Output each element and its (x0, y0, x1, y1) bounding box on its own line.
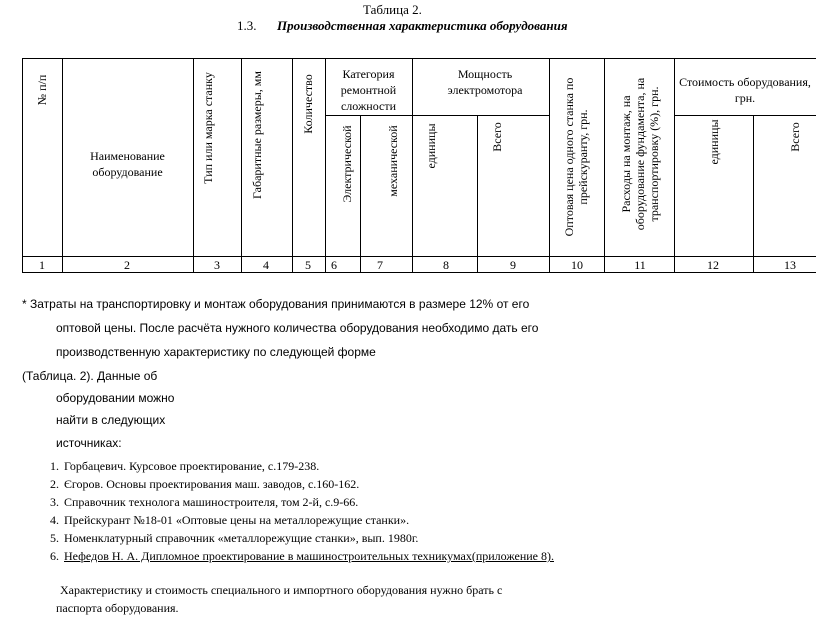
note-line: источниках: (56, 436, 122, 450)
page-title: Производственная характеристика оборудования (277, 18, 568, 33)
footer-line: Характеристику и стоимость специального и импортного оборудования нужно брать с (60, 583, 503, 597)
table-label: Таблица 2. (363, 2, 422, 17)
col-mechanical-header: механической (386, 125, 400, 197)
note-line: производственную характеристику по следующей форме (56, 345, 376, 359)
col-quantity-header: Количество (301, 74, 315, 134)
reference-item: 4. Прейскурант №18-01 «Оптовые цены на металлорежущие станки». (62, 511, 582, 529)
reference-item (62, 547, 582, 565)
col-number-cell: 3 (214, 258, 220, 272)
note-line: оборудовании можно (56, 391, 175, 405)
footer-line: паспорта оборудования. (56, 601, 179, 615)
reference-item: 3. Справочник технолога машиностроителя, том 2-й, с.9-66. (62, 493, 582, 511)
note-line: (Таблица. 2). Данные об (22, 369, 158, 383)
reference-item: 5. Номенклатурный справочник «металлорежущие станки», вып. 1980г. (62, 529, 582, 547)
note-line: * Затраты на транспортировку и монтаж оборудования принимаются в размере 12% от его (22, 297, 530, 311)
col-number-cell: 5 (305, 258, 311, 272)
col-electrical-header: Электрической (340, 125, 354, 203)
reference-item: 1. Горбацевич. Курсовое проектирование, с.179-238. (62, 457, 582, 475)
reference-item-text: Нефедов Н. А. Дипломное проектирование в машиностроительных техникумах(приложение 8). (64, 549, 554, 563)
col-number-header: № п/п (35, 74, 49, 106)
col-number-cell: 2 (124, 258, 130, 272)
group-repair-complexity: Категория ремонтной сложности (340, 67, 397, 113)
col-number-cell: 10 (571, 258, 583, 272)
col-dimensions-header: Габаритные размеры, мм (250, 71, 264, 199)
col-power-unit-header: единицы (424, 123, 438, 169)
col-cost-total-header: Всего (788, 122, 802, 152)
col-number-cell: 9 (510, 258, 516, 272)
note-line: найти в следующих (56, 413, 166, 427)
col-number-cell: 1 (39, 258, 45, 272)
col-number-cell: 11 (634, 258, 646, 272)
section-number: 1.3. (237, 18, 257, 33)
reference-item: 2. Єгоров. Основы проектирования маш. заводов, с.160-162. (62, 475, 582, 493)
col-type-header: Тип или марка станку (201, 72, 215, 184)
col-cost-unit-header: единицы (707, 119, 721, 165)
note-line: оптовой цены. После расчёта нужного количества оборудования необходимо дать его (56, 321, 539, 335)
col-installation-header: Расходы на монтаж, на оборудование фундамента, на транспортировку (%), грн. (619, 77, 661, 231)
group-equipment-cost: Стоимость оборудования, грн. (679, 75, 811, 105)
reference-list (22, 457, 582, 565)
col-number-cell: 8 (443, 258, 449, 272)
col-number-cell: 6 (331, 258, 337, 272)
col-name-header: Наименование оборудование (90, 149, 165, 179)
col-price-header: Оптовая цена одного станка по прейскуранту, грн. (562, 77, 590, 237)
col-number-cell: 7 (377, 258, 383, 272)
group-motor-power: Мощность электромотора (447, 67, 523, 97)
col-number-cell: 12 (707, 258, 719, 272)
col-number-cell: 4 (263, 258, 269, 272)
col-power-total-header: Всего (490, 122, 504, 152)
col-number-cell: 13 (784, 258, 796, 272)
